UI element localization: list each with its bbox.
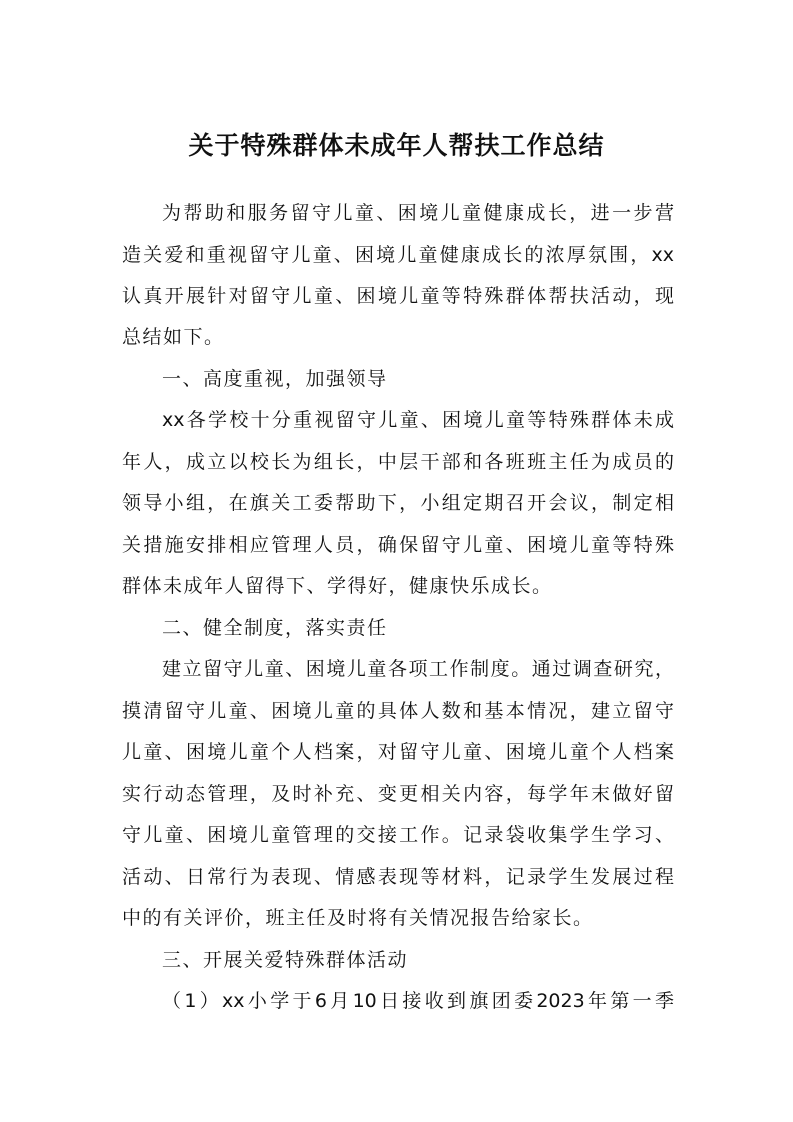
paragraph-line: 关措施安排相应管理人员，确保留守儿童、困境儿童等特殊 xyxy=(122,534,674,556)
paragraph-line: 年人，成立以校长为组长，中层干部和各班班主任为成员的 xyxy=(122,451,674,473)
section-heading: 三、开展关爱特殊群体活动 xyxy=(162,949,409,971)
paragraph-line: 群体未成年人留得下、学得好，健康快乐成长。 xyxy=(122,575,553,597)
document-title: 关于特殊群体未成年人帮扶工作总结 xyxy=(188,131,605,160)
paragraph-line: 实行动态管理，及时补充、变更相关内容，每学年末做好留 xyxy=(122,783,674,805)
paragraph-line: 领导小组，在旗关工委帮助下，小组定期召开会议，制定相 xyxy=(122,492,674,514)
paragraph-line: 儿童、困境儿童个人档案，对留守儿童、困境儿童个人档案 xyxy=(122,741,674,763)
paragraph-line: （1）xx小学于6月10日接收到旗团委2023年第一季 xyxy=(162,990,674,1012)
section-heading: 一、高度重视，加强领导 xyxy=(162,368,388,390)
paragraph-line: 建立留守儿童、困境儿童各项工作制度。通过调查研究， xyxy=(162,658,674,680)
section-heading: 二、健全制度，落实责任 xyxy=(162,617,388,639)
paragraph-line: 认真开展针对留守儿童、困境儿童等特殊群体帮扶活动，现 xyxy=(122,285,674,307)
paragraph-line: 活动、日常行为表现、情感表现等材料，记录学生发展过程 xyxy=(122,866,674,888)
paragraph-line: 中的有关评价，班主任及时将有关情况报告给家长。 xyxy=(122,907,594,929)
paragraph-line: 造关爱和重视留守儿童、困境儿童健康成长的浓厚氛围，xx xyxy=(122,244,674,266)
paragraph-line: 摸清留守儿童、困境儿童的具体人数和基本情况，建立留守 xyxy=(122,700,674,722)
paragraph-line: xx各学校十分重视留守儿童、困境儿童等特殊群体未成 xyxy=(162,409,674,431)
paragraph-line: 总结如下。 xyxy=(122,326,225,348)
paragraph-line: 守儿童、困境儿童管理的交接工作。记录袋收集学生学习、 xyxy=(122,824,674,846)
paragraph-line: 为帮助和服务留守儿童、困境儿童健康成长，进一步营 xyxy=(162,202,674,224)
